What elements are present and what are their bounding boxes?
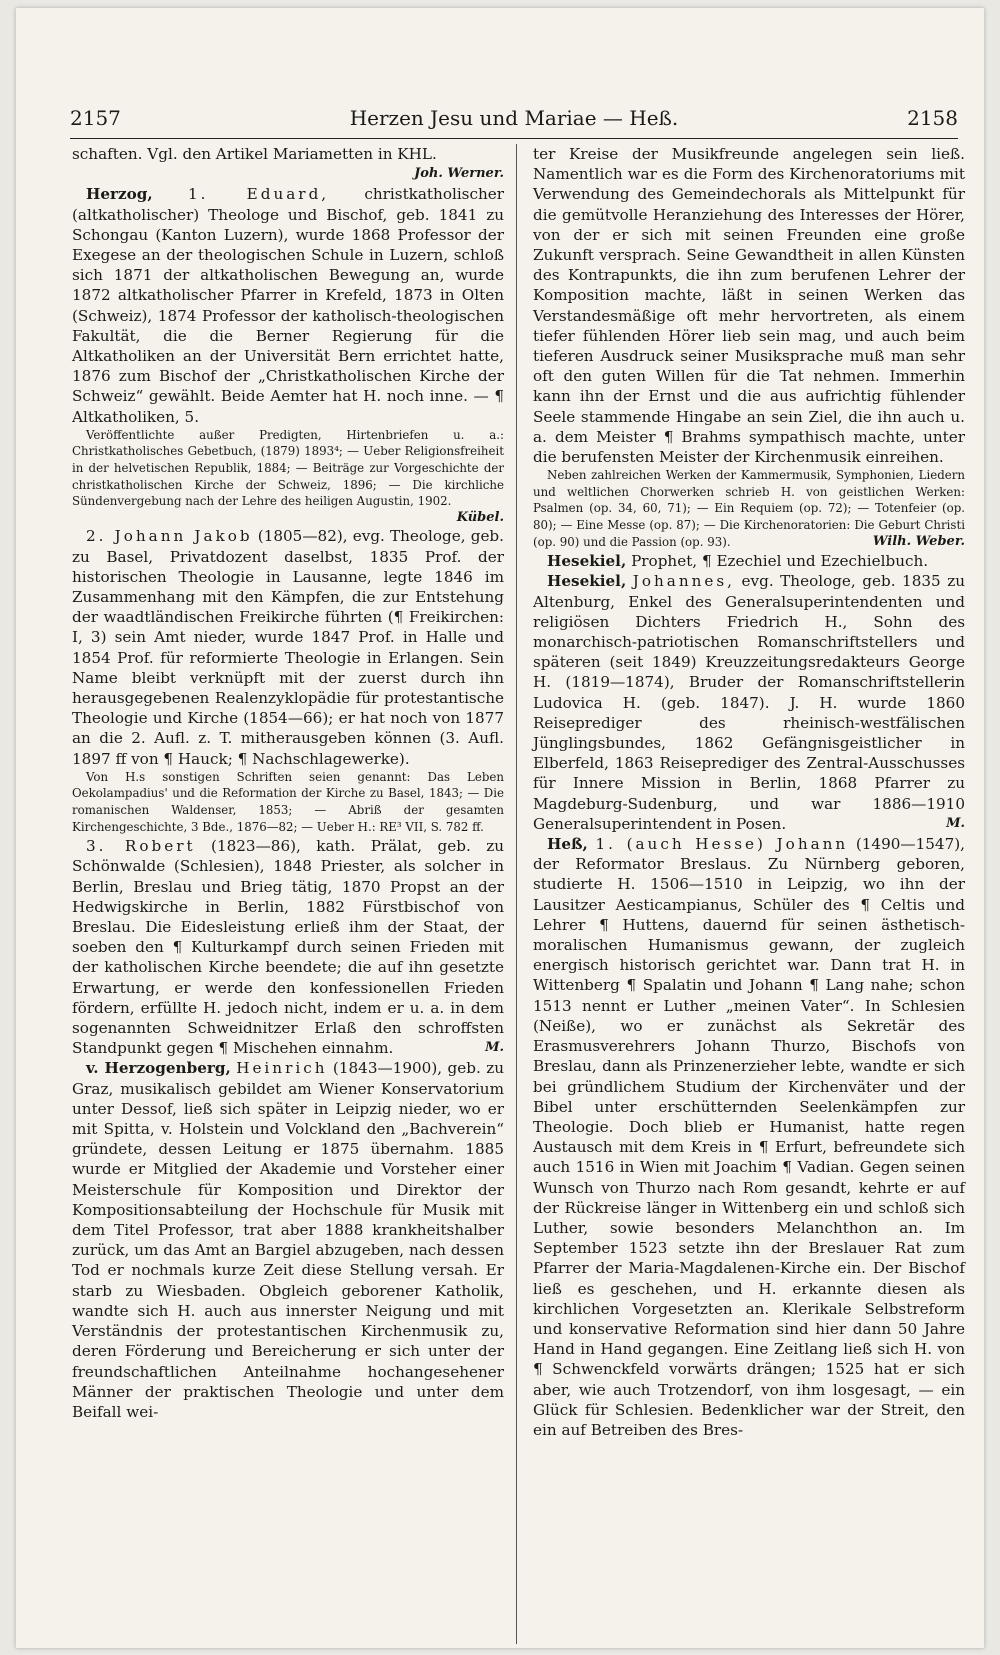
running-header (70, 106, 958, 136)
entry-continuation (72, 144, 504, 182)
entry-literature (72, 769, 504, 835)
page (16, 8, 984, 1648)
continuation-text: ter Kreise der Musikfreunde angelegen sein ließ. Namentlich war es die Form des Kirchenoratoriums mit Verwendung des Gemeindechorals als Mittelpunkt für die gemütvolle Heranziehung des Interesses der Hörer, von der er sich mit seinen Freunden eine große Zukunft versprach. Seine Gewandtheit in allen Künsten des Kontrapunkts, die ihn zum berufenen Lehrer der Komposition machte, läßt in seinen Werken das Verstandesmäßige oft mehr hervortreten, als einem tiefer fühlenden Hörer lieb sein mag, und auch beim tieferen Ausdruck seiner Musiksprache muß man sehr oft den guten Willen für die Tat nehmen. Immerhin kann ihn der Ernst und die aus aufrichtig fühlender Seele stammende Hingabe an sein Ziel, die ihn auch u. a. dem Meister ¶ Brahms sympathisch machte, unter die berufensten Meister der Kirchenmusik einreihen. (533, 145, 965, 467)
entry-herzog-3 (72, 836, 504, 1058)
entry-subhead: Heinrich (236, 1059, 328, 1078)
author-signature: Kübel. (456, 509, 504, 525)
author-signature: M. (485, 1040, 504, 1056)
entry-subhead: 1. Eduard, (187, 185, 330, 204)
entry-herzog-2 (72, 526, 504, 768)
running-title: Herzen Jesu und Mariae — Heß. (349, 106, 679, 130)
entry-text: (1823—86), kath. Prälat, geb. zu Schönwalde (Schlesien), 1848 Priester, als solcher in Berlin, Breslau und Brieg tätig, 1870 Propst an der Hedwigskirche in Berlin, 1882 Fürstbischof von Breslau. Die Eidesleistung erließ ihm der Staat, der soeben den ¶ Kulturkampf durch seinen Frieden mit der katholischen Kirche beendete; die auf ihn gesetzte Erwartung, er werde den konfessionellen Frieden fördern, erfüllte H. jedoch nicht, indem er u. a. in dem sogenannten Schweidnitzer Erlaß den schroffsten Standpunkt gegen ¶ Mischehen einnahm. (72, 837, 504, 1058)
entry-hess (533, 834, 965, 1440)
entry-continuation (533, 144, 965, 467)
entry-herzogenberg (72, 1058, 504, 1422)
entry-literature (72, 427, 504, 525)
entry-subhead: 3. Robert (86, 837, 196, 856)
entry-lemma: Hesekiel, (547, 552, 627, 571)
author-signature: Joh. Werner. (414, 166, 504, 182)
column-divider (516, 144, 517, 1644)
entry-hesekiel-prophet (533, 551, 965, 571)
entry-text: evg. Theologe, geb. 1835 zu Altenburg, Enkel des Generalsuperintendenten und religiösen Dichters Friedrich H., Sohn des monarchisch-patriotischen Romanschriftstellers und späteren (seit 1849) Kreuzzeitungsredakteurs George H. (1819—1874), Bruder der Romanschriftstellerin Ludovica H. (geb. 1847). J. H. wurde 1860 Reiseprediger des rheinisch-westfälischen Jünglingsbundes, 1862 Gefängnisgeistlicher in Elberfeld, 1863 Reiseprediger des Zentral-Ausschusses für Innere Mission in Berlin, 1868 Pfarrer zu Magdeburg-Sudenburg, und war 1886—1910 Generalsuperintendent in Posen. (533, 572, 965, 833)
right-column (533, 144, 965, 1440)
continuation-text: schaften. Vgl. den Artikel Mariametten in KHL. (72, 145, 437, 163)
literature-text: Veröffentlichte außer Predigten, Hirtenbriefen u. a.: Christkatholisches Gebetbuch, (1879) 1893⁴; — Ueber Religionsfreiheit in der helvetischen Republik, 1884; — Beiträge zur Vorgeschichte der christkatholischen Kirche der Schweiz, 1896; — Die kirchliche Sündenvergebung nach der Lehre des heiligen Augustin, 1902. (72, 427, 504, 509)
entry-hesekiel-johannes (533, 571, 965, 834)
left-column (72, 144, 504, 1422)
entry-herzog-1 (72, 184, 504, 426)
entry-literature (533, 467, 965, 550)
entry-lemma: Herzog, (86, 185, 153, 204)
entry-text: (1490—1547), der Reformator Breslaus. Zu Nürnberg geboren, studierte H. 1506—1510 in Leipzig, wo ihn der Lausitzer Aesticampianus, Schüler des ¶ Celtis und Lehrer ¶ Huttens, dauernd für seinen ästhetisch-moralischen Humanismus gewann, der zugleich energisch historisch gerichtet war. Dann trat H. in Wittenberg ¶ Spalatin und Johann ¶ Lang nahe; schon 1513 nennt er Luther „meinen Vater“. In Schlesien (Neiße), wo er zunächst als Sekretär des Erasmusverehrers Johann Thurzo, Bischofs von Breslau, dann als Prinzenerzieher lebte, wandte er sich bei gründlichem Studium der Kirchenväter und der Bibel unter erschütternden Seelenkämpfen zur Theologie. Doch blieb er Humanist, hatte regen Austausch mit dem Kreis in ¶ Erfurt, befreundete sich auch 1516 in Wien mit Joachim ¶ Vadian. Gegen seinen Wunsch von Thurzo nach Rom gesandt, kehrte er auf der Rückreise länger in Wittenberg ein und schloß sich Luther, sowie besonders Melanchthon an. Im September 1523 setzte ihn der Breslauer Rat zum Pfarrer der Maria-Magdalenen-Kirche ein. Der Bischof ließ es geschehen, und H. erkannte diesen als kirchlichen Vorgesetzten an. Klerikale Selbstreform und konservative Reformation sind hier dann 50 Jahre Hand in Hand gegangen. Eine Zeitlang ließ sich H. von ¶ Schwenckfeld vorwärts drängen; 1525 hat er sich aber, wie auch Trotzendorf, von ihm losgesagt, — ein Glück für Schlesien. Bedenklicher war der Streit, den ein auf Betreiben des Bres- (533, 835, 966, 1439)
page-number-right: 2158 (907, 106, 958, 130)
entry-lemma: Heß, (547, 835, 588, 854)
entry-lemma: v. Herzogenberg, (86, 1059, 231, 1078)
page-number-left: 2157 (70, 106, 121, 130)
entry-text: Prophet, ¶ Ezechiel und Ezechielbuch. (631, 552, 929, 571)
author-signature: Wilh. Weber. (872, 533, 965, 549)
entry-subhead: Johannes, (632, 572, 736, 591)
entry-subhead: 1. (auch Hesse) Johann (595, 835, 849, 854)
entry-lemma: Hesekiel, (547, 572, 627, 591)
entry-subhead: 2. Johann Jakob (86, 527, 253, 546)
entry-text: christkatholischer (altkatholischer) Theologe und Bischof, geb. 1841 zu Schongau (Kanton Luzern), wurde 1868 Professor der Exegese an der theologischen Schule in Luzern, schloß sich 1871 der altkatholischen Bewegung an, wurde 1872 altkatholischer Pfarrer in Krefeld, 1873 in Olten (Schweiz), 1874 Professor der katholisch-theologischen Fakultät, die die Berner Regierung für die Altkatholiken an der Universität Bern errichtet hatte, 1876 zum Bischof der „Christkatholischen Kirche der Schweiz“ gewählt. Beide Aemter hat H. noch inne. — ¶ Altkatholiken, 5. (72, 185, 505, 426)
entry-text: (1843—1900), geb. zu Graz, musikalisch gebildet am Wiener Konservatorium unter Dessof, ließ sich später in Leipzig nieder, wo er mit Spitta, v. Holstein und Volckland den „Bachverein“ gründete, dessen Leitung er 1875 übernahm. 1885 wurde er Mitglied der Akademie und Vorsteher einer Meisterschule für Komposition und Direktor der Kompositionsabteilung der Hochschule für Musik mit dem Titel Professor, trat aber 1888 krankheitshalber zurück, um das Amt an Bargiel abzugeben, nach dessen Tod er nochmals kurze Zeit diese Stellung versah. Er starb zu Wiesbaden. Obgleich geborener Katholik, wandte sich H. auch aus innerster Neigung und mit Verständnis der protestantischen Kirchenmusik zu, deren Förderung und Bereicherung er sich unter der freundschaftlichen Anteilnahme hochangesehener Männer der praktischen Theologie und unter dem Beifall wei- (72, 1059, 505, 1421)
author-signature: M. (946, 815, 965, 831)
header-rule (70, 138, 958, 139)
literature-text: Neben zahlreichen Werken der Kammermusik, Symphonien, Liedern und weltlichen Chorwerken schrieb H. von geistlichen Werken: Psalmen (op. 34, 60, 71); — Ein Requiem (op. 72); — Totenfeier (op. 80); — Eine Messe (op. 87); — Die Kirchenoratorien: Die Geburt Christi (op. 90) und die Passion (op. 93). (533, 468, 965, 549)
entry-text: (1805—82), evg. Theologe, geb. zu Basel, Privatdozent daselbst, 1835 Prof. der historischen Theologie in Lausanne, legte 1846 im Zusammenhang mit den Kämpfen, die zur Entstehung der waadtländischen Freikirche führten (¶ Freikirchen: I, 3) sein Amt nieder, wurde 1847 Prof. in Halle und 1854 Prof. für reformierte Theologie in Erlangen. Sein Name bleibt verknüpft mit der zuerst durch ihn herausgegebenen Realenzyklopädie für protestantische Theologie und Kirche (1854—66); er hat noch von 1877 an die 2. Aufl. z. T. mitherausgeben können (3. Aufl. 1897 ff von ¶ Hauck; ¶ Nachschlagewerke). (72, 527, 504, 768)
literature-text: Von H.s sonstigen Schriften seien genannt: Das Leben Oekolampadius' und die Reformation der Kirche zu Basel, 1843; — Die romanischen Waldenser, 1853; — Abriß der gesamten Kirchengeschichte, 3 Bde., 1876—82; — Ueber H.: RE³ VII, S. 782 ff. (72, 769, 504, 834)
